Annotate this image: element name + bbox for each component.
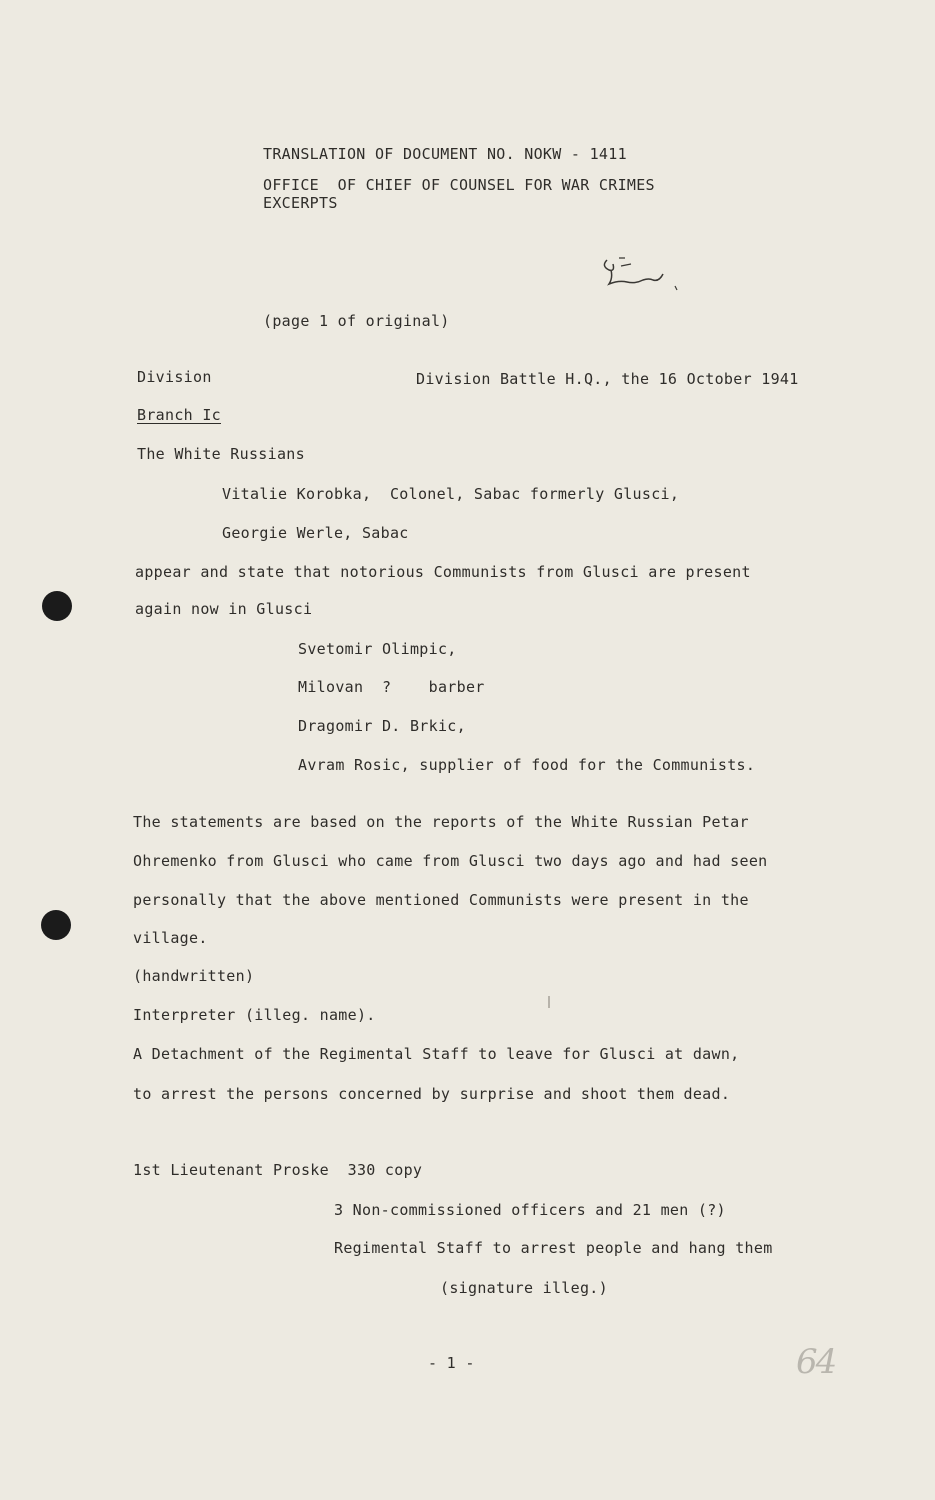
interpreter-line: Interpreter (illeg. name). [133, 1006, 376, 1024]
handwritten-initials [597, 252, 687, 297]
report-line: village. [133, 929, 208, 947]
page-number: - 1 - [428, 1354, 475, 1372]
handwritten-page-number: 64 [796, 1342, 836, 1382]
document-title: TRANSLATION OF DOCUMENT NO. NOKW - 1411 [263, 145, 627, 163]
report-line: The statements are based on the reports of the White Russian Petar [133, 813, 749, 831]
office-line: OFFICE OF CHIEF OF COUNSEL FOR WAR CRIMES [263, 176, 655, 194]
punch-hole-bottom [41, 910, 71, 940]
order-line: A Detachment of the Regimental Staff to leave for Glusci at dawn, [133, 1045, 740, 1063]
signature-line: (signature illeg.) [440, 1279, 608, 1297]
communist-name: Avram Rosic, supplier of food for the Communists. [298, 756, 756, 774]
branch-label: Branch Ic [137, 406, 221, 424]
lieutenant-line: 1st Lieutenant Proske 330 copy [133, 1161, 423, 1179]
excerpts-label: EXCERPTS [263, 194, 338, 212]
statement-line: appear and state that notorious Communists from Glusci are present [135, 563, 751, 581]
communist-name: Milovan ? barber [298, 678, 485, 696]
report-line: Ohremenko from Glusci who came from Glusci two days ago and had seen [133, 852, 768, 870]
paper-mark [548, 996, 550, 1008]
subject-line: The White Russians [137, 445, 305, 463]
handwritten-note: (handwritten) [133, 967, 255, 985]
statement-line: again now in Glusci [135, 600, 313, 618]
staff-order-line: Regimental Staff to arrest people and hang them [334, 1239, 773, 1257]
dateline: Division Battle H.Q., the 16 October 1941 [416, 370, 799, 388]
communist-name: Svetomir Olimpic, [298, 640, 457, 658]
officers-line: 3 Non-commissioned officers and 21 men (?) [334, 1201, 726, 1219]
division-label: Division [137, 368, 212, 386]
communist-name: Dragomir D. Brkic, [298, 717, 466, 735]
report-line: personally that the above mentioned Communists were present in the [133, 891, 749, 909]
order-line: to arrest the persons concerned by surprise and shoot them dead. [133, 1085, 731, 1103]
page-reference: (page 1 of original) [263, 312, 450, 330]
person-entry: Vitalie Korobka, Colonel, Sabac formerly Glusci, [222, 485, 680, 503]
person-entry: Georgie Werle, Sabac [222, 524, 409, 542]
punch-hole-top [42, 591, 72, 621]
